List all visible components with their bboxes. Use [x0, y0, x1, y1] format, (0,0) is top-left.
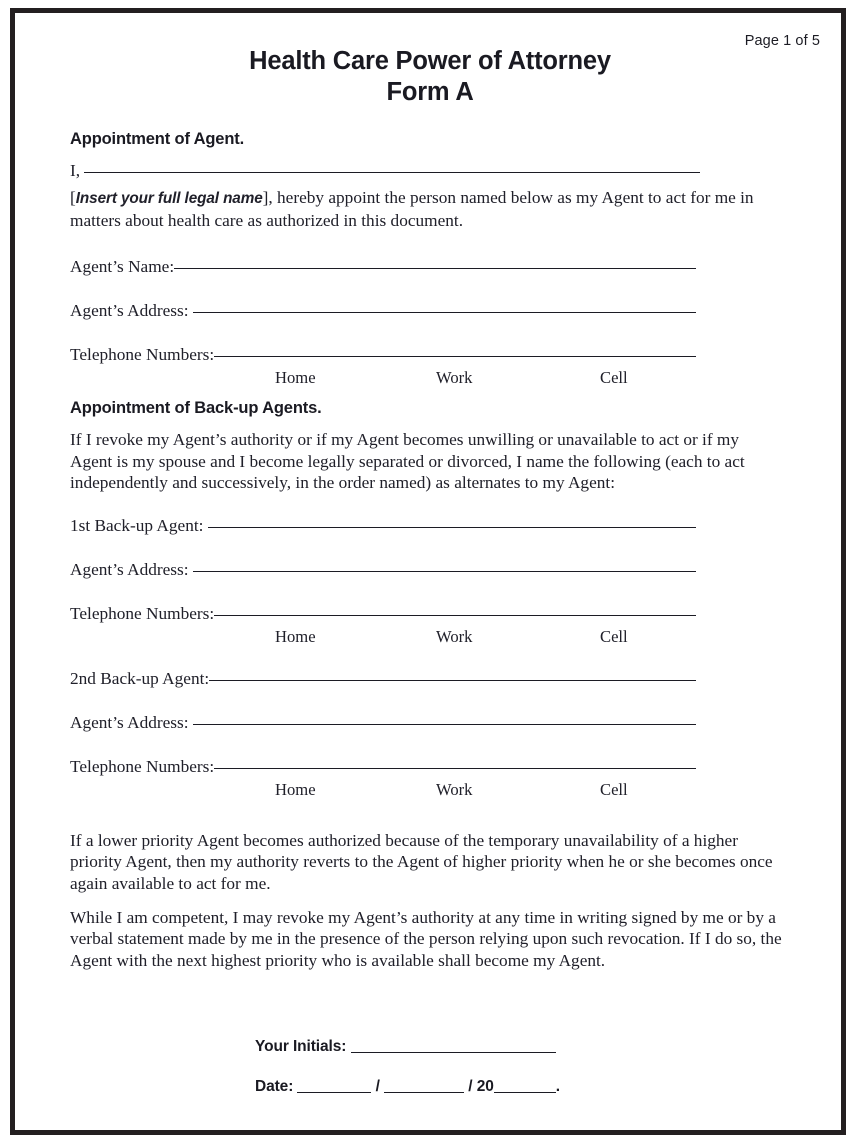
- phone-sublabel-cell: Cell: [600, 779, 628, 799]
- field-label-backup2-address: Agent’s Address:: [70, 712, 193, 732]
- field-row-backup2-name[interactable]: [70, 669, 696, 689]
- phone-sublabel-work: Work: [436, 779, 473, 799]
- phone-sublabels-backup2: [70, 780, 696, 802]
- field-label-i: I,: [70, 161, 85, 180]
- date-month-rule[interactable]: [297, 1092, 371, 1093]
- date-separator-1: /: [371, 1078, 385, 1095]
- field-rule-agent-address[interactable]: [193, 312, 696, 313]
- field-row-backup1-name[interactable]: [70, 516, 696, 536]
- paragraph-revocation: While I am competent, I may revoke my Agent’s authority at any time in writing signed by me or by a verbal statement made by me in the presence of the person relying upon such revocation. If I do so, the Agent with the next highest priority who is available shall become my Agent.: [70, 907, 782, 970]
- field-label-backup1-phones: Telephone Numbers:: [70, 603, 215, 623]
- field-label-backup1-address: Agent’s Address:: [70, 559, 193, 579]
- footer-initials: [255, 1038, 675, 1056]
- phone-sublabel-cell: Cell: [600, 626, 628, 646]
- field-row-backup2-address[interactable]: [70, 713, 696, 733]
- field-row-agent-name[interactable]: [70, 257, 696, 277]
- initials-label: Your Initials:: [255, 1038, 351, 1055]
- field-rule-backup2-address[interactable]: [193, 724, 696, 725]
- field-rule-backup1-name[interactable]: [208, 527, 696, 528]
- paragraph-reversion: If a lower priority Agent becomes authorized because of the temporary unavailability of a higher priority Agent, then my authority reverts to the Agent of higher priority when he or she becomes once again available to act for me.: [70, 830, 773, 893]
- phone-sublabels-agent: [70, 368, 696, 390]
- field-row-agent-address[interactable]: [70, 301, 696, 321]
- phone-sublabel-work: Work: [436, 626, 473, 646]
- insert-name-continuation: ], hereby appoint the person named below as my Agent to act for me in matters about health care as authorized in this document.: [70, 188, 754, 230]
- field-row-backup1-address[interactable]: [70, 560, 696, 580]
- field-row-backup2-phones[interactable]: [70, 757, 696, 777]
- phone-sublabels-backup1: [70, 627, 696, 649]
- paragraph-insert-name: [70, 187, 782, 231]
- date-period: .: [555, 1078, 560, 1095]
- date-year-rule[interactable]: [494, 1092, 556, 1093]
- field-row-declarant-name[interactable]: [70, 161, 700, 181]
- page-title: [70, 46, 790, 108]
- field-rule-agent-name[interactable]: [174, 268, 696, 269]
- field-label-agent-address: Agent’s Address:: [70, 301, 193, 321]
- heading-appointment-of-agent: Appointment of Agent.: [70, 130, 245, 148]
- phone-sublabel-work: Work: [436, 368, 473, 388]
- title-line-2: Form A: [386, 78, 474, 106]
- date-separator-2: / 20: [464, 1078, 494, 1095]
- date-label: Date:: [255, 1078, 298, 1095]
- date-day-rule[interactable]: [384, 1092, 464, 1093]
- phone-sublabel-home: Home: [275, 779, 316, 799]
- field-label-agent-name: Agent’s Name:: [70, 257, 175, 277]
- field-label-agent-phones: Telephone Numbers:: [70, 345, 215, 365]
- insert-name-prompt: Insert your full legal name: [75, 190, 263, 207]
- field-rule-backup1-address[interactable]: [193, 571, 696, 572]
- section-appointment-of-agent: [70, 130, 782, 390]
- field-label-backup2-phones: Telephone Numbers:: [70, 756, 215, 776]
- initials-rule[interactable]: [351, 1052, 556, 1053]
- phone-sublabel-home: Home: [275, 626, 316, 646]
- paragraph-backup-intro: If I revoke my Agent’s authority or if my Agent becomes unwilling or unavailable to act or if my Agent is my spouse and I become legally separated or divorced, I name the following (each to act independently and successively, in the order named) as alternates to my Agent:: [70, 430, 745, 493]
- field-label-backup2-name: 2nd Back-up Agent:: [70, 668, 210, 688]
- footer-date: [255, 1078, 675, 1096]
- title-line-1: Health Care Power of Attorney: [249, 47, 611, 75]
- field-row-backup1-phones[interactable]: [70, 604, 696, 624]
- page-indicator: Page 1 of 5: [744, 33, 820, 49]
- field-rule-agent-phones[interactable]: [214, 356, 696, 357]
- initials-line[interactable]: [255, 1038, 675, 1056]
- section-appointment-of-backup-agents: [70, 399, 782, 971]
- phone-sublabel-cell: Cell: [600, 368, 628, 388]
- date-line[interactable]: [255, 1078, 675, 1096]
- field-label-backup1-name: 1st Back-up Agent:: [70, 515, 208, 535]
- field-rule-backup1-phones[interactable]: [214, 615, 696, 616]
- phone-sublabel-home: Home: [275, 368, 316, 388]
- field-rule-backup2-name[interactable]: [209, 680, 696, 681]
- field-rule-declarant-name[interactable]: [84, 172, 700, 173]
- bracket-open: [: [70, 188, 76, 207]
- field-rule-backup2-phones[interactable]: [214, 768, 696, 769]
- heading-appointment-of-backup-agents: Appointment of Back-up Agents.: [70, 399, 322, 417]
- field-row-agent-phones[interactable]: [70, 345, 696, 365]
